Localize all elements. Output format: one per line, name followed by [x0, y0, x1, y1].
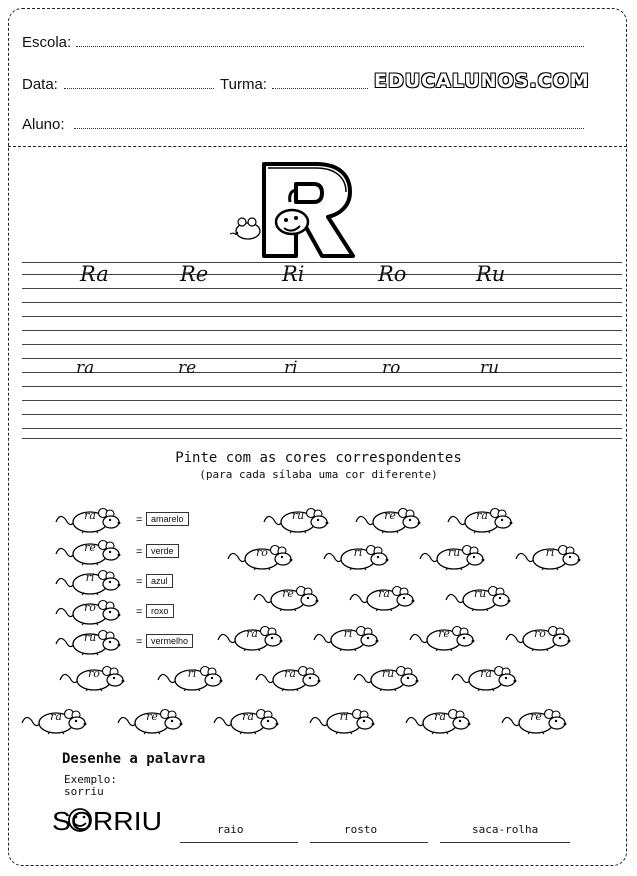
mouse-syllable: ra — [84, 509, 96, 522]
mouse-syllable: re — [438, 627, 450, 640]
turma-label: Turma: — [220, 76, 267, 93]
worksheet-border — [8, 8, 627, 866]
mouse-syllable: ra — [50, 710, 62, 723]
mouse-figure[interactable] — [58, 662, 126, 692]
data-label: Data: — [22, 76, 58, 93]
legend-color-label: verde — [146, 544, 179, 558]
header-divider — [8, 146, 627, 147]
big-letter — [264, 156, 265, 157]
writing-line — [22, 288, 622, 289]
mouse-syllable: ru — [291, 509, 305, 522]
mouse-syllable: ra — [284, 667, 296, 680]
writing-line — [22, 386, 622, 387]
mouse-figure[interactable] — [504, 622, 572, 652]
mouse-figure[interactable] — [54, 504, 122, 534]
mouse-figure[interactable] — [252, 582, 320, 612]
writing-line — [22, 428, 622, 429]
mouse-figure[interactable] — [446, 504, 514, 534]
draw-answer-line[interactable] — [180, 842, 298, 843]
mouse-syllable: ri — [353, 546, 363, 559]
escola-field[interactable] — [76, 46, 584, 47]
legend-color-label: amarelo — [146, 512, 189, 526]
legend-equals: = — [136, 636, 143, 648]
writing-line — [22, 414, 622, 415]
small-mouse-icon — [228, 214, 264, 244]
escola-label: Escola: — [22, 34, 72, 51]
syllable-upper: Ri — [282, 262, 305, 286]
writing-line — [22, 262, 622, 263]
mouse-syllable: ri — [85, 571, 95, 584]
writing-line — [22, 274, 622, 275]
writing-line — [22, 372, 622, 373]
mouse-figure[interactable] — [450, 662, 518, 692]
syllable-upper: Ru — [476, 262, 506, 286]
mouse-syllable: ro — [88, 667, 100, 680]
writing-line — [22, 330, 622, 331]
mouse-syllable: ra — [242, 710, 254, 723]
mouse-figure[interactable] — [322, 541, 390, 571]
syllable-lower: re — [178, 358, 197, 378]
mouse-syllable: ru — [447, 546, 461, 559]
mouse-syllable: ru — [83, 631, 97, 644]
mouse-figure[interactable] — [54, 596, 122, 626]
mouse-figure[interactable] — [312, 622, 380, 652]
writing-line — [22, 400, 622, 401]
draw-word: saca-rolha — [472, 823, 539, 836]
writing-line — [22, 302, 622, 303]
draw-answer-line[interactable] — [310, 842, 428, 843]
legend-color-label: azul — [146, 574, 173, 588]
turma-field[interactable] — [272, 88, 368, 89]
mouse-syllable: re — [146, 710, 158, 723]
mouse-figure[interactable] — [418, 541, 486, 571]
mouse-figure[interactable] — [54, 626, 122, 656]
mouse-figure[interactable] — [404, 705, 472, 735]
syllable-upper: Ro — [378, 262, 407, 286]
mouse-syllable: re — [530, 710, 542, 723]
writing-line — [22, 438, 622, 439]
syllable-lower: ru — [480, 358, 500, 378]
mouse-syllable: ri — [545, 546, 555, 559]
syllable-upper: Ra — [80, 262, 109, 286]
draw-word: rosto — [344, 823, 378, 836]
mouse-syllable: ru — [381, 667, 395, 680]
mouse-syllable: ra — [378, 587, 390, 600]
writing-line — [22, 344, 622, 345]
legend-color-label: vermelho — [146, 634, 193, 648]
syllable-lower: ra — [76, 358, 95, 378]
mouse-figure[interactable] — [20, 705, 88, 735]
sorriu-logo-text: SORRIU — [52, 806, 162, 836]
mouse-figure[interactable] — [408, 622, 476, 652]
paint-title: Pinte com as cores correspondentes — [175, 450, 462, 466]
mouse-syllable: ra — [434, 710, 446, 723]
mouse-syllable: ra — [476, 509, 488, 522]
writing-line — [22, 358, 622, 359]
mouse-figure[interactable] — [500, 705, 568, 735]
aluno-label: Aluno: — [22, 116, 65, 133]
data-field[interactable] — [64, 88, 214, 89]
mouse-syllable: re — [84, 541, 96, 554]
sorriu-logo — [50, 800, 170, 836]
mouse-figure[interactable] — [54, 566, 122, 596]
mouse-figure[interactable] — [54, 536, 122, 566]
mouse-figure[interactable] — [254, 662, 322, 692]
mouse-syllable: re — [282, 587, 294, 600]
mouse-syllable: re — [384, 509, 396, 522]
legend-equals: = — [136, 606, 143, 618]
paint-subtitle: (para cada sílaba uma cor diferente) — [199, 468, 438, 481]
mouse-syllable: ro — [256, 546, 268, 559]
mouse-figure[interactable] — [156, 662, 224, 692]
syllable-lower: ro — [382, 358, 401, 378]
big-letter-r-illustration — [258, 160, 358, 260]
mouse-figure[interactable] — [514, 541, 582, 571]
mouse-figure[interactable] — [116, 705, 184, 735]
brand-logo: EDUCALUNOS.COM — [374, 70, 590, 92]
legend-equals: = — [136, 546, 143, 558]
syllable-upper: Re — [180, 262, 209, 286]
mouse-figure[interactable] — [216, 622, 284, 652]
legend-equals: = — [136, 514, 143, 526]
aluno-field[interactable] — [74, 128, 584, 129]
mouse-syllable: ra — [246, 627, 258, 640]
draw-title: Desenhe a palavra — [62, 751, 206, 767]
legend-equals: = — [136, 576, 143, 588]
mouse-figure[interactable] — [444, 582, 512, 612]
mouse-syllable: ro — [84, 601, 96, 614]
example-label: Exemplo: — [64, 773, 117, 786]
mouse-syllable: ro — [534, 627, 546, 640]
example-word: sorriu — [64, 785, 104, 798]
mouse-figure[interactable] — [226, 541, 294, 571]
mouse-figure[interactable] — [308, 705, 376, 735]
mouse-figure[interactable] — [212, 705, 280, 735]
mouse-syllable: ri — [343, 627, 353, 640]
mouse-figure[interactable] — [354, 504, 422, 534]
mouse-syllable: ru — [473, 587, 487, 600]
draw-word: raio — [217, 823, 244, 836]
mouse-syllable: ri — [187, 667, 197, 680]
mouse-figure[interactable] — [348, 582, 416, 612]
mouse-syllable: ri — [339, 710, 349, 723]
mouse-syllable: ra — [480, 667, 492, 680]
syllable-lower: ri — [284, 358, 298, 378]
mouse-figure[interactable] — [352, 662, 420, 692]
draw-answer-line[interactable] — [440, 842, 570, 843]
legend-color-label: roxo — [146, 604, 174, 618]
mouse-figure[interactable] — [262, 504, 330, 534]
writing-line — [22, 316, 622, 317]
